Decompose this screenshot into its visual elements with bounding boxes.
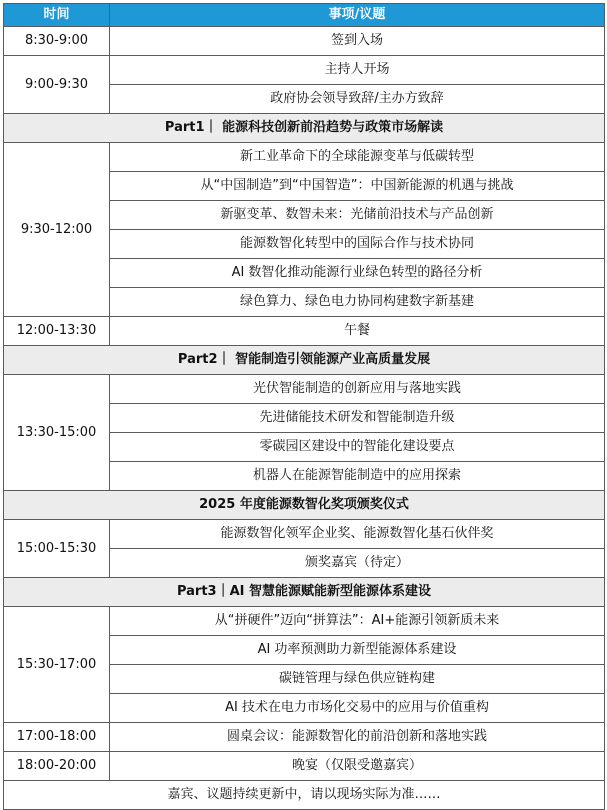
section-title: 2025 年度能源数智化奖项颁奖仪式 [4, 491, 605, 520]
agenda-item: 签到入场 [110, 27, 605, 56]
time-cell: 9:30-12:00 [4, 143, 110, 317]
agenda-item: 零碳园区建设中的智能化建设要点 [110, 433, 605, 462]
footer-note: 嘉宾、议题持续更新中，请以现场实际为准…… [4, 781, 605, 810]
time-cell: 9:00-9:30 [4, 56, 110, 114]
agenda-item: 午餐 [110, 317, 605, 346]
agenda-item: AI 技术在电力市场化交易中的应用与价值重构 [110, 694, 605, 723]
agenda-item: 主持人开场 [110, 56, 605, 85]
section-title: Part1｜ 能源科技创新前沿趋势与政策市场解读 [4, 114, 605, 143]
agenda-item: 政府协会领导致辞/主办方致辞 [110, 85, 605, 114]
time-column-header: 时间 [4, 4, 110, 27]
table-row [4, 143, 605, 172]
agenda-item: AI 数智化推动能源行业绿色转型的路径分析 [110, 259, 605, 288]
table-header-row [4, 4, 605, 27]
time-cell: 13:30-15:00 [4, 375, 110, 491]
table-row [4, 317, 605, 346]
time-cell: 15:00-15:30 [4, 520, 110, 578]
table-row [4, 723, 605, 752]
time-cell: 15:30-17:00 [4, 607, 110, 723]
agenda-item: 光伏智能制造的创新应用与落地实践 [110, 375, 605, 404]
section-row [4, 114, 605, 143]
agenda-table [3, 3, 605, 810]
agenda-item: 颁奖嘉宾（待定） [110, 549, 605, 578]
section-title: Part3｜AI 智慧能源赋能新型能源体系建设 [4, 578, 605, 607]
table-row [4, 375, 605, 404]
table-row [4, 520, 605, 549]
agenda-item: 绿色算力、绿色电力协同构建数字新基建 [110, 288, 605, 317]
time-cell: 18:00-20:00 [4, 752, 110, 781]
section-row [4, 491, 605, 520]
agenda-item: 先进储能技术研发和智能制造升级 [110, 404, 605, 433]
table-row [4, 607, 605, 636]
agenda-item: AI 功率预测助力新型能源体系建设 [110, 636, 605, 665]
footer-row [4, 781, 605, 810]
agenda-item: 碳链管理与绿色供应链构建 [110, 665, 605, 694]
section-row [4, 578, 605, 607]
time-cell: 17:00-18:00 [4, 723, 110, 752]
section-row [4, 346, 605, 375]
item-column-header: 事项/议题 [110, 4, 605, 27]
agenda-item: 晚宴（仅限受邀嘉宾） [110, 752, 605, 781]
agenda-item: 机器人在能源智能制造中的应用探索 [110, 462, 605, 491]
time-cell: 8:30-9:00 [4, 27, 110, 56]
agenda-container [3, 3, 605, 810]
agenda-item: 能源数智化领军企业奖、能源数智化基石伙伴奖 [110, 520, 605, 549]
time-cell: 12:00-13:30 [4, 317, 110, 346]
agenda-item: 新工业革命下的全球能源变革与低碳转型 [110, 143, 605, 172]
agenda-item: 新驱变革、数智未来：光储前沿技术与产品创新 [110, 201, 605, 230]
agenda-item: 从“中国制造”到“中国智造”：中国新能源的机遇与挑战 [110, 172, 605, 201]
agenda-item: 能源数智化转型中的国际合作与技术协同 [110, 230, 605, 259]
agenda-item: 从“拼硬件”迈向“拼算法”：AI+能源引领新质未来 [110, 607, 605, 636]
table-row [4, 56, 605, 85]
section-title: Part2｜ 智能制造引领能源产业高质量发展 [4, 346, 605, 375]
table-row [4, 27, 605, 56]
table-row [4, 752, 605, 781]
agenda-item: 圆桌会议：能源数智化的前沿创新和落地实践 [110, 723, 605, 752]
